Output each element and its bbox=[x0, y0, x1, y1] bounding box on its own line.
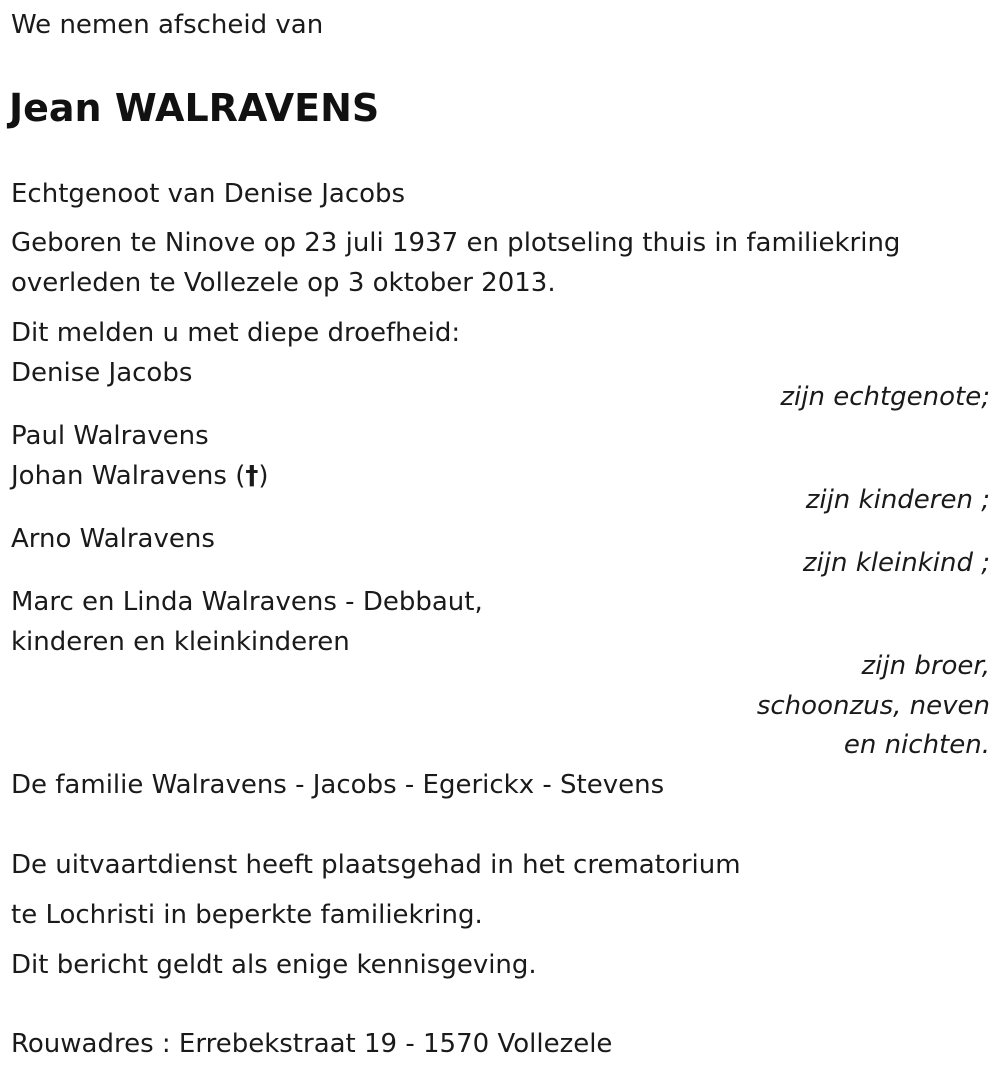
brother-role-2: schoonzus, neven bbox=[756, 691, 990, 721]
grandchild-name: Arno Walravens bbox=[11, 524, 215, 554]
birth-death-line-1: Geboren te Ninove op 23 juli 1937 en plotseling thuis in familiekring bbox=[11, 228, 901, 258]
grandchild-role: zijn kleinkind ; bbox=[802, 548, 990, 578]
brother-role-1: zijn broer, bbox=[861, 651, 990, 681]
child-name-johan-text: Johan Walravens ( bbox=[11, 461, 246, 491]
service-line-3: Dit bericht geldt als enige kennisgeving. bbox=[11, 950, 537, 980]
child-name-paul: Paul Walravens bbox=[11, 421, 209, 451]
spouse-role: zijn echtgenote; bbox=[780, 382, 990, 412]
mourning-address: Rouwadres : Errebekstraat 19 - 1570 Vollezele bbox=[11, 1029, 613, 1059]
intro-text: We nemen afscheid van bbox=[11, 10, 324, 40]
cross-icon: † bbox=[245, 461, 259, 491]
spouse-line: Echtgenoot van Denise Jacobs bbox=[11, 179, 406, 209]
spouse-name: Denise Jacobs bbox=[11, 358, 193, 388]
child-name-johan-close: ) bbox=[258, 461, 269, 491]
children-role: zijn kinderen ; bbox=[805, 485, 990, 515]
brother-line-1: Marc en Linda Walravens - Debbaut, bbox=[11, 587, 483, 617]
birth-death-line-2: overleden te Vollezele op 3 oktober 2013. bbox=[11, 268, 556, 298]
deceased-name: Jean WALRAVENS bbox=[9, 86, 380, 130]
service-line-1: De uitvaartdienst heeft plaatsgehad in het crematorium bbox=[11, 850, 741, 880]
announcement-text: Dit melden u met diepe droefheid: bbox=[11, 318, 461, 348]
service-line-2: te Lochristi in beperkte familiekring. bbox=[11, 900, 483, 930]
brother-line-2: kinderen en kleinkinderen bbox=[11, 627, 350, 657]
child-name-johan bbox=[11, 456, 269, 496]
brother-role-3: en nichten. bbox=[843, 730, 990, 760]
family-line: De familie Walravens - Jacobs - Egerickx - Stevens bbox=[11, 770, 665, 800]
